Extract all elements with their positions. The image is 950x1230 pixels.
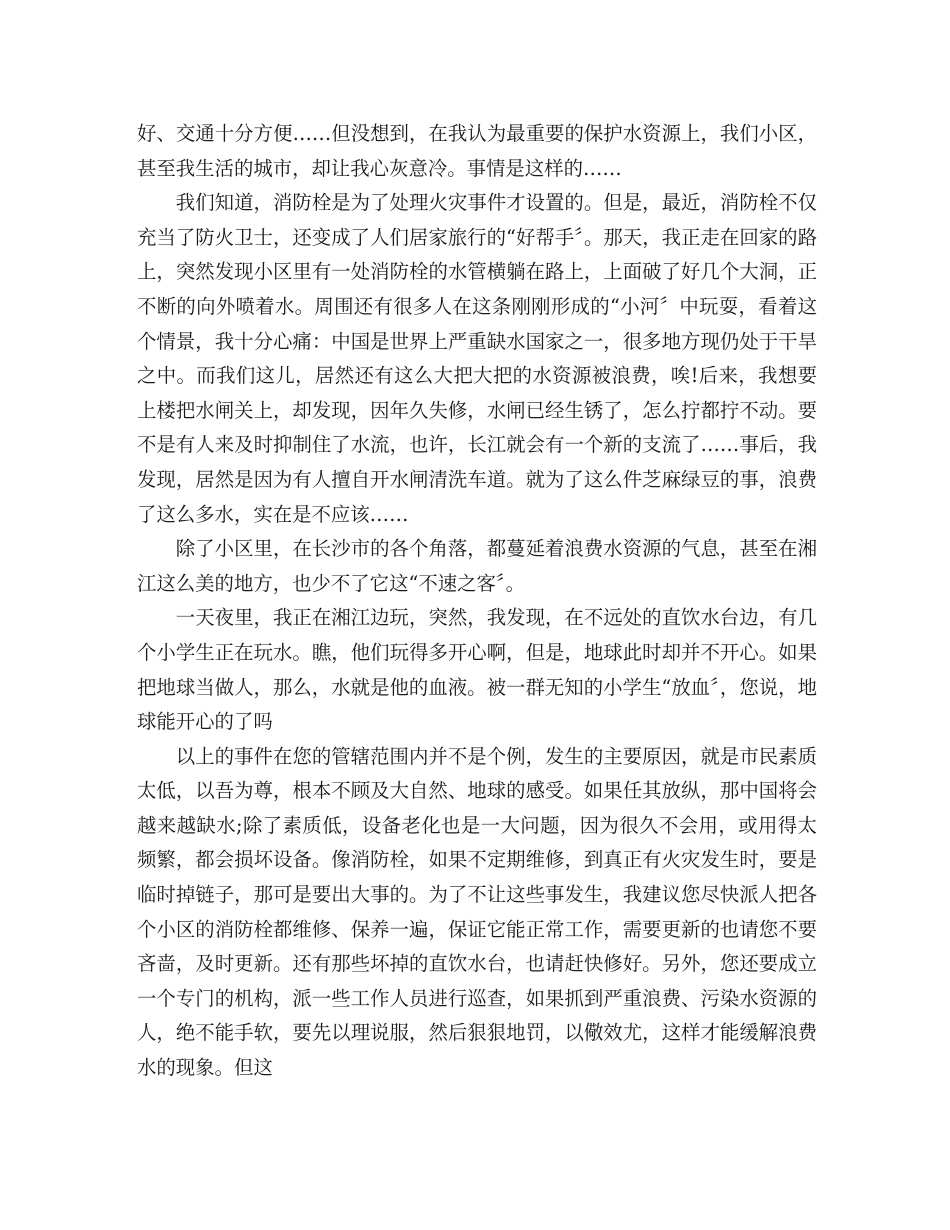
paragraph-changsha: 除了小区里，在长沙市的各个角落，都蔓延着浪费水资源的气息，甚至在湘江这么美的地方，也少不了它这“不速之客〞。 [137,537,817,595]
paragraph-continued: 好、交通十分方便……但没想到，在我认为最重要的保护水资源上，我们小区，甚至我生活的城市，却让我心灰意冷。事情是这样的…… [137,122,817,180]
paragraph-suggestions: 以上的事件在您的管辖范围内并不是个例，发生的主要原因，就是市民素质太低，以吾为尊，根本不顾及大自然、地球的感受。如果任其放纵，那中国将会越来越缺水;除了素质低，设备老化也是一大问题，因为很久不会用，或用得太频繁，都会损坏设备。像消防栓，如果不定期维修，到真正有火灾发生时，要是临时掉链子，那可是要出大事的。为了不让这些事发生，我建议您尽快派人把各个小区的消防栓都维修、保养一遍，保证它能正常工作，需要更新的也请您不要吝啬，及时更新。还有那些坏掉的直饮水台，也请赶快修好。另外，您还要成立一个专门的机构，派一些工作人员进行巡查，如果抓到严重浪费、污染水资源的人，绝不能手软，要先以理说服，然后狠狠地罚，以儆效尤，这样才能缓解浪费水的现象。但这 [137,744,817,1080]
paragraph-xiangjiang: 一天夜里，我正在湘江边玩，突然，我发现，在不远处的直饮水台边，有几个小学生正在玩水。瞧，他们玩得多开心啊，但是，地球此时却并不开心。如果把地球当做人，那么，水就是他的血液。被一群无知的小学生“放血〞，您说，地球能开心的了吗 [137,606,817,734]
document-page [137,117,817,1086]
paragraph-fire-hydrant: 我们知道，消防栓是为了处理火灾事件才设置的。但是，最近，消防栓不仅充当了防火卫士，还变成了人们居家旅行的“好帮手〞。那天，我正走在回家的路上，突然发现小区里有一处消防栓的水管横躺在路上，上面破了好几个大洞，正不断的向外喷着水。周围还有很多人在这条刚刚形成的“小河〞中玩耍，看着这个情景，我十分心痛：中国是世界上严重缺水国家之一，很多地方现仍处于干旱之中。而我们这儿，居然还有这么大把大把的水资源被浪费，唉!后来，我想要上楼把水闸关上，却发现，因年久失修，水闸已经生锈了，怎么拧都拧不动。要不是有人来及时抑制住了水流，也许，长江就会有一个新的支流了……事后，我发现，居然是因为有人擅自开水闸清洗车道。就为了这么件芝麻绿豆的事，浪费了这么多水，实在是不应该…… [137,191,817,526]
